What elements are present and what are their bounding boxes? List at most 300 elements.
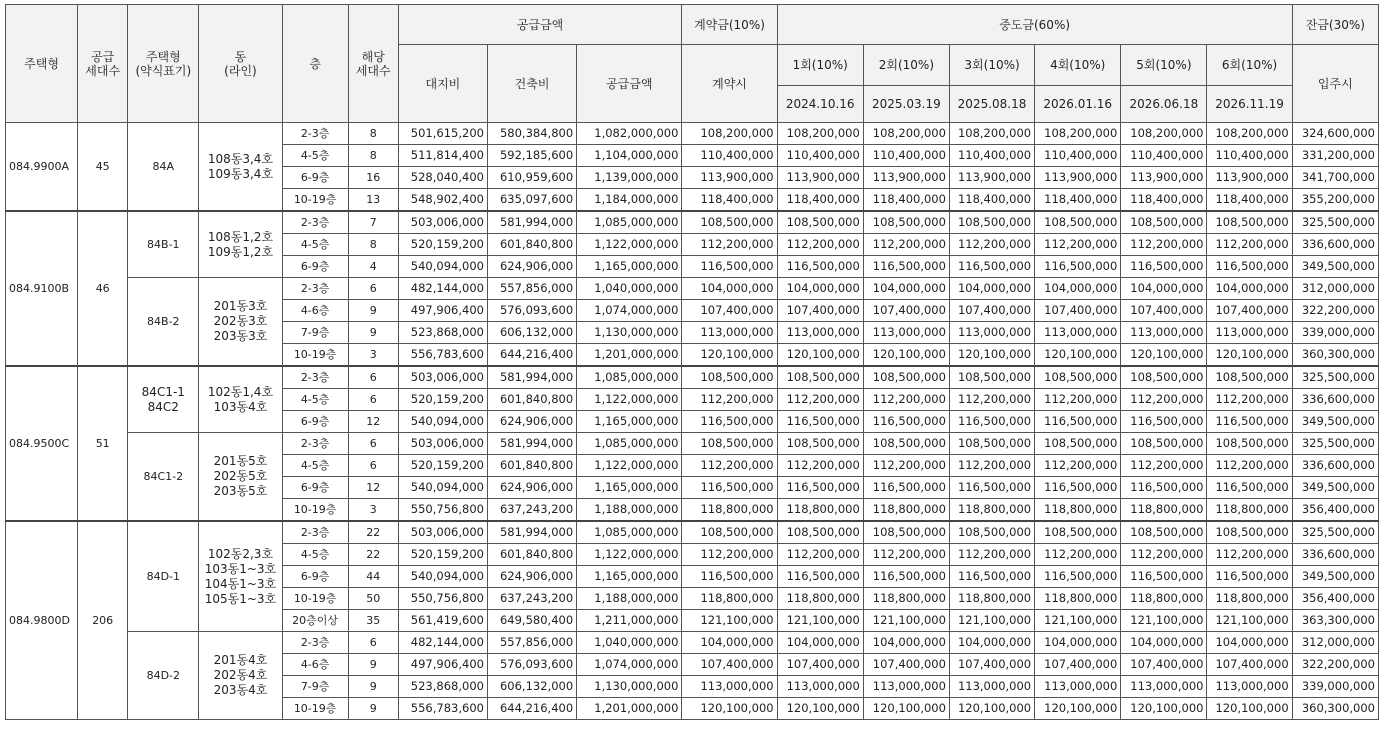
middle-cell: 112,200,000 bbox=[1035, 234, 1121, 256]
balance-cell: 325,500,000 bbox=[1292, 521, 1378, 544]
line: 108동3,4호 bbox=[207, 151, 274, 166]
middle-cell: 112,200,000 bbox=[1207, 544, 1292, 566]
floor-cell: 6-9층 bbox=[282, 167, 348, 189]
supply-price-cell: 1,122,000,000 bbox=[577, 544, 682, 566]
contract-cell: 113,000,000 bbox=[682, 322, 777, 344]
line: 105동1~3호 bbox=[204, 591, 277, 606]
middle-cell: 107,400,000 bbox=[1121, 654, 1207, 676]
line: 109동3,4호 bbox=[207, 166, 274, 181]
middle-cell: 108,500,000 bbox=[1035, 521, 1121, 544]
header-contract-group: 계약금(10%) bbox=[682, 5, 777, 45]
supply-price-cell: 1,122,000,000 bbox=[577, 455, 682, 477]
middle-cell: 116,500,000 bbox=[777, 256, 863, 278]
middle-cell: 113,000,000 bbox=[777, 676, 863, 698]
land-cell: 482,144,000 bbox=[398, 632, 487, 654]
supply-price-cell: 1,188,000,000 bbox=[577, 588, 682, 610]
middle-cell: 118,800,000 bbox=[777, 588, 863, 610]
middle-cell: 113,000,000 bbox=[1121, 676, 1207, 698]
balance-cell: 355,200,000 bbox=[1292, 189, 1378, 212]
middle-cell: 108,500,000 bbox=[1207, 211, 1292, 234]
middle-cell: 116,500,000 bbox=[863, 566, 949, 588]
households-cell: 35 bbox=[348, 610, 398, 632]
line: 84C1-1 bbox=[141, 384, 185, 399]
land-cell: 556,783,600 bbox=[398, 344, 487, 367]
middle-cell: 108,200,000 bbox=[949, 123, 1034, 145]
middle-cell: 113,000,000 bbox=[1035, 322, 1121, 344]
middle-cell: 108,200,000 bbox=[1207, 123, 1292, 145]
middle-cell: 120,100,000 bbox=[949, 698, 1034, 720]
land-cell: 550,756,800 bbox=[398, 499, 487, 522]
contract-cell: 108,500,000 bbox=[682, 211, 777, 234]
middle-cell: 112,200,000 bbox=[863, 389, 949, 411]
header-type: 주택형 bbox=[6, 5, 78, 123]
floor-cell: 2-3층 bbox=[282, 632, 348, 654]
dong-cell bbox=[199, 278, 282, 367]
middle-cell: 112,200,000 bbox=[1121, 234, 1207, 256]
supply-price-cell: 1,165,000,000 bbox=[577, 477, 682, 499]
middle-cell: 113,000,000 bbox=[949, 322, 1034, 344]
floor-cell: 4-6층 bbox=[282, 300, 348, 322]
header-dong: 동 (라인) bbox=[199, 5, 282, 123]
line: 201동3호 bbox=[213, 299, 268, 313]
floor-cell: 4-6층 bbox=[282, 654, 348, 676]
middle-cell: 108,500,000 bbox=[777, 521, 863, 544]
dong-cell bbox=[199, 123, 282, 212]
middle-cell: 118,800,000 bbox=[1035, 588, 1121, 610]
building-cell: 581,994,000 bbox=[487, 521, 576, 544]
households-cell: 12 bbox=[348, 477, 398, 499]
building-cell: 557,856,000 bbox=[487, 278, 576, 300]
supply-price-cell: 1,201,000,000 bbox=[577, 698, 682, 720]
building-cell: 644,216,400 bbox=[487, 698, 576, 720]
land-cell: 540,094,000 bbox=[398, 477, 487, 499]
land-cell: 561,419,600 bbox=[398, 610, 487, 632]
middle-cell: 108,500,000 bbox=[949, 366, 1034, 389]
land-cell: 528,040,400 bbox=[398, 167, 487, 189]
floor-cell: 2-3층 bbox=[282, 433, 348, 455]
middle-cell: 116,500,000 bbox=[1035, 477, 1121, 499]
contract-cell: 107,400,000 bbox=[682, 300, 777, 322]
supply-count-cell: 51 bbox=[78, 366, 128, 521]
middle-cell: 116,500,000 bbox=[1035, 411, 1121, 433]
supply-price-cell: 1,085,000,000 bbox=[577, 366, 682, 389]
supply-price-cell: 1,040,000,000 bbox=[577, 278, 682, 300]
floor-cell: 6-9층 bbox=[282, 566, 348, 588]
middle-cell: 113,900,000 bbox=[777, 167, 863, 189]
floor-cell: 4-5층 bbox=[282, 234, 348, 256]
middle-cell: 104,000,000 bbox=[1121, 278, 1207, 300]
land-cell: 511,814,400 bbox=[398, 145, 487, 167]
supply-price-cell: 1,074,000,000 bbox=[577, 654, 682, 676]
households-cell: 44 bbox=[348, 566, 398, 588]
header-middle-label: 3회(10%) bbox=[949, 45, 1034, 86]
type-cell: 084.9500C bbox=[6, 366, 78, 521]
land-cell: 501,615,200 bbox=[398, 123, 487, 145]
middle-cell: 104,000,000 bbox=[1035, 632, 1121, 654]
line: 203동5호 bbox=[213, 484, 268, 498]
middle-cell: 104,000,000 bbox=[863, 632, 949, 654]
middle-cell: 116,500,000 bbox=[863, 256, 949, 278]
households-cell: 6 bbox=[348, 632, 398, 654]
middle-cell: 112,200,000 bbox=[949, 544, 1034, 566]
middle-cell: 116,500,000 bbox=[1207, 477, 1292, 499]
type-abbr-cell: 84B-2 bbox=[128, 278, 199, 367]
contract-cell: 108,500,000 bbox=[682, 521, 777, 544]
contract-cell: 104,000,000 bbox=[682, 278, 777, 300]
contract-cell: 112,200,000 bbox=[682, 544, 777, 566]
land-cell: 540,094,000 bbox=[398, 411, 487, 433]
floor-cell: 7-9층 bbox=[282, 322, 348, 344]
supply-price-cell: 1,165,000,000 bbox=[577, 566, 682, 588]
header-supply-count: 공급 세대수 bbox=[78, 5, 128, 123]
header-middle-date: 2025.03.19 bbox=[863, 86, 949, 123]
middle-cell: 120,100,000 bbox=[1035, 698, 1121, 720]
middle-cell: 112,200,000 bbox=[1035, 455, 1121, 477]
middle-cell: 107,400,000 bbox=[777, 654, 863, 676]
table-row bbox=[6, 278, 1379, 300]
middle-cell: 116,500,000 bbox=[777, 477, 863, 499]
floor-cell: 10-19층 bbox=[282, 189, 348, 212]
building-cell: 601,840,800 bbox=[487, 455, 576, 477]
line: 102동2,3호 bbox=[207, 546, 274, 561]
middle-cell: 116,500,000 bbox=[949, 411, 1034, 433]
middle-cell: 113,000,000 bbox=[949, 676, 1034, 698]
contract-cell: 112,200,000 bbox=[682, 455, 777, 477]
header-middle-date: 2025.08.18 bbox=[949, 86, 1034, 123]
middle-cell: 113,000,000 bbox=[1121, 322, 1207, 344]
balance-cell: 336,600,000 bbox=[1292, 389, 1378, 411]
middle-cell: 108,500,000 bbox=[949, 433, 1034, 455]
balance-cell: 336,600,000 bbox=[1292, 234, 1378, 256]
middle-cell: 120,100,000 bbox=[1207, 344, 1292, 367]
households-cell: 7 bbox=[348, 211, 398, 234]
land-cell: 503,006,000 bbox=[398, 211, 487, 234]
balance-cell: 349,500,000 bbox=[1292, 256, 1378, 278]
households-cell: 22 bbox=[348, 521, 398, 544]
supply-price-cell: 1,165,000,000 bbox=[577, 256, 682, 278]
supply-price-cell: 1,074,000,000 bbox=[577, 300, 682, 322]
middle-cell: 116,500,000 bbox=[1207, 256, 1292, 278]
middle-cell: 116,500,000 bbox=[949, 566, 1034, 588]
balance-cell: 322,200,000 bbox=[1292, 300, 1378, 322]
households-cell: 6 bbox=[348, 389, 398, 411]
contract-cell: 120,100,000 bbox=[682, 698, 777, 720]
middle-cell: 118,800,000 bbox=[949, 588, 1034, 610]
header-building: 건축비 bbox=[487, 45, 576, 123]
balance-cell: 325,500,000 bbox=[1292, 211, 1378, 234]
middle-cell: 108,200,000 bbox=[777, 123, 863, 145]
balance-cell: 312,000,000 bbox=[1292, 278, 1378, 300]
middle-cell: 120,100,000 bbox=[1035, 344, 1121, 367]
middle-cell: 108,500,000 bbox=[1207, 521, 1292, 544]
middle-cell: 113,000,000 bbox=[863, 322, 949, 344]
middle-cell: 112,200,000 bbox=[1121, 544, 1207, 566]
households-cell: 13 bbox=[348, 189, 398, 212]
contract-cell: 108,500,000 bbox=[682, 433, 777, 455]
middle-cell: 116,500,000 bbox=[863, 411, 949, 433]
contract-cell: 108,500,000 bbox=[682, 366, 777, 389]
building-cell: 580,384,800 bbox=[487, 123, 576, 145]
middle-cell: 113,900,000 bbox=[1035, 167, 1121, 189]
type-abbr-cell: 84B-1 bbox=[128, 211, 199, 278]
land-cell: 523,868,000 bbox=[398, 322, 487, 344]
middle-cell: 112,200,000 bbox=[1207, 389, 1292, 411]
balance-cell: 360,300,000 bbox=[1292, 344, 1378, 367]
middle-cell: 108,500,000 bbox=[777, 211, 863, 234]
middle-cell: 108,500,000 bbox=[949, 211, 1034, 234]
middle-cell: 118,800,000 bbox=[1121, 588, 1207, 610]
households-cell: 6 bbox=[348, 455, 398, 477]
households-cell: 3 bbox=[348, 344, 398, 367]
dong-cell bbox=[199, 521, 282, 632]
type-abbr-cell: 84D-1 bbox=[128, 521, 199, 632]
land-cell: 503,006,000 bbox=[398, 521, 487, 544]
balance-cell: 339,000,000 bbox=[1292, 676, 1378, 698]
land-cell: 520,159,200 bbox=[398, 389, 487, 411]
floor-cell: 10-19층 bbox=[282, 588, 348, 610]
land-cell: 520,159,200 bbox=[398, 544, 487, 566]
building-cell: 581,994,000 bbox=[487, 433, 576, 455]
middle-cell: 112,200,000 bbox=[1121, 389, 1207, 411]
building-cell: 644,216,400 bbox=[487, 344, 576, 367]
balance-cell: 349,500,000 bbox=[1292, 566, 1378, 588]
middle-cell: 107,400,000 bbox=[1207, 300, 1292, 322]
middle-cell: 120,100,000 bbox=[1207, 698, 1292, 720]
header-contract-at: 계약시 bbox=[682, 45, 777, 123]
middle-cell: 113,900,000 bbox=[1207, 167, 1292, 189]
middle-cell: 118,400,000 bbox=[1207, 189, 1292, 212]
supply-price-cell: 1,201,000,000 bbox=[577, 344, 682, 367]
header-middle-label: 4회(10%) bbox=[1035, 45, 1121, 86]
floor-cell: 7-9층 bbox=[282, 676, 348, 698]
middle-cell: 118,400,000 bbox=[1035, 189, 1121, 212]
middle-cell: 112,200,000 bbox=[777, 389, 863, 411]
land-cell: 520,159,200 bbox=[398, 455, 487, 477]
middle-cell: 107,400,000 bbox=[1121, 300, 1207, 322]
line: 103동4호 bbox=[213, 399, 268, 414]
balance-cell: 360,300,000 bbox=[1292, 698, 1378, 720]
households-cell: 6 bbox=[348, 366, 398, 389]
type-abbr-cell: 84C1-2 bbox=[128, 433, 199, 522]
dong-cell bbox=[199, 632, 282, 720]
contract-cell: 107,400,000 bbox=[682, 654, 777, 676]
floor-cell: 2-3층 bbox=[282, 366, 348, 389]
middle-cell: 108,200,000 bbox=[1035, 123, 1121, 145]
middle-cell: 108,500,000 bbox=[863, 211, 949, 234]
middle-cell: 118,800,000 bbox=[777, 499, 863, 522]
middle-cell: 116,500,000 bbox=[1121, 411, 1207, 433]
middle-cell: 108,500,000 bbox=[1035, 366, 1121, 389]
middle-cell: 112,200,000 bbox=[863, 544, 949, 566]
balance-cell: 356,400,000 bbox=[1292, 499, 1378, 522]
floor-cell: 10-19층 bbox=[282, 698, 348, 720]
floor-cell: 20층이상 bbox=[282, 610, 348, 632]
land-cell: 540,094,000 bbox=[398, 256, 487, 278]
middle-cell: 104,000,000 bbox=[949, 632, 1034, 654]
contract-cell: 104,000,000 bbox=[682, 632, 777, 654]
middle-cell: 104,000,000 bbox=[1121, 632, 1207, 654]
floor-cell: 10-19층 bbox=[282, 344, 348, 367]
middle-cell: 108,500,000 bbox=[949, 521, 1034, 544]
middle-cell: 108,500,000 bbox=[1207, 433, 1292, 455]
supply-price-cell: 1,082,000,000 bbox=[577, 123, 682, 145]
middle-cell: 118,800,000 bbox=[1207, 499, 1292, 522]
households-cell: 8 bbox=[348, 234, 398, 256]
contract-cell: 116,500,000 bbox=[682, 256, 777, 278]
middle-cell: 118,800,000 bbox=[949, 499, 1034, 522]
middle-cell: 116,500,000 bbox=[1121, 256, 1207, 278]
floor-cell: 4-5층 bbox=[282, 544, 348, 566]
building-cell: 601,840,800 bbox=[487, 234, 576, 256]
line: 201동4호 bbox=[213, 653, 268, 667]
supply-price-cell: 1,122,000,000 bbox=[577, 389, 682, 411]
building-cell: 624,906,000 bbox=[487, 566, 576, 588]
middle-cell: 104,000,000 bbox=[1035, 278, 1121, 300]
contract-cell: 116,500,000 bbox=[682, 477, 777, 499]
middle-cell: 118,400,000 bbox=[863, 189, 949, 212]
price-table bbox=[5, 4, 1379, 720]
building-cell: 610,959,600 bbox=[487, 167, 576, 189]
middle-cell: 112,200,000 bbox=[949, 455, 1034, 477]
land-cell: 548,902,400 bbox=[398, 189, 487, 212]
middle-cell: 112,200,000 bbox=[1035, 389, 1121, 411]
header-households: 해당 세대수 bbox=[348, 5, 398, 123]
middle-cell: 112,200,000 bbox=[1207, 455, 1292, 477]
contract-cell: 118,800,000 bbox=[682, 588, 777, 610]
middle-cell: 112,200,000 bbox=[1121, 455, 1207, 477]
households-cell: 8 bbox=[348, 145, 398, 167]
middle-cell: 107,400,000 bbox=[1207, 654, 1292, 676]
supply-price-cell: 1,139,000,000 bbox=[577, 167, 682, 189]
table-row bbox=[6, 123, 1379, 145]
middle-cell: 110,400,000 bbox=[1035, 145, 1121, 167]
households-cell: 3 bbox=[348, 499, 398, 522]
building-cell: 624,906,000 bbox=[487, 256, 576, 278]
header-middle-group: 중도금(60%) bbox=[777, 5, 1292, 45]
middle-cell: 113,900,000 bbox=[863, 167, 949, 189]
middle-cell: 116,500,000 bbox=[949, 256, 1034, 278]
households-cell: 8 bbox=[348, 123, 398, 145]
building-cell: 635,097,600 bbox=[487, 189, 576, 212]
header-middle-label: 1회(10%) bbox=[777, 45, 863, 86]
middle-cell: 108,200,000 bbox=[1121, 123, 1207, 145]
floor-cell: 2-3층 bbox=[282, 211, 348, 234]
middle-cell: 120,100,000 bbox=[777, 698, 863, 720]
land-cell: 482,144,000 bbox=[398, 278, 487, 300]
middle-cell: 118,400,000 bbox=[1121, 189, 1207, 212]
header-middle-date: 2026.06.18 bbox=[1121, 86, 1207, 123]
line: 103동1~3호 bbox=[204, 561, 277, 576]
balance-cell: 322,200,000 bbox=[1292, 654, 1378, 676]
middle-cell: 112,200,000 bbox=[777, 455, 863, 477]
middle-cell: 110,400,000 bbox=[1121, 145, 1207, 167]
middle-cell: 107,400,000 bbox=[777, 300, 863, 322]
floor-cell: 2-3층 bbox=[282, 123, 348, 145]
building-cell: 581,994,000 bbox=[487, 211, 576, 234]
supply-price-cell: 1,085,000,000 bbox=[577, 521, 682, 544]
dong-cell bbox=[199, 433, 282, 522]
middle-cell: 118,800,000 bbox=[1207, 588, 1292, 610]
contract-cell: 118,400,000 bbox=[682, 189, 777, 212]
supply-price-cell: 1,188,000,000 bbox=[577, 499, 682, 522]
contract-cell: 121,100,000 bbox=[682, 610, 777, 632]
middle-cell: 113,900,000 bbox=[949, 167, 1034, 189]
supply-price-cell: 1,211,000,000 bbox=[577, 610, 682, 632]
building-cell: 592,185,600 bbox=[487, 145, 576, 167]
header-supply-price-group: 공급금액 bbox=[398, 5, 682, 45]
contract-cell: 116,500,000 bbox=[682, 566, 777, 588]
supply-price-cell: 1,085,000,000 bbox=[577, 433, 682, 455]
middle-cell: 118,800,000 bbox=[863, 499, 949, 522]
middle-cell: 107,400,000 bbox=[863, 300, 949, 322]
floor-cell: 6-9층 bbox=[282, 411, 348, 433]
floor-cell: 4-5층 bbox=[282, 145, 348, 167]
line: 84C2 bbox=[147, 399, 179, 414]
middle-cell: 107,400,000 bbox=[863, 654, 949, 676]
middle-cell: 112,200,000 bbox=[863, 234, 949, 256]
households-cell: 12 bbox=[348, 411, 398, 433]
balance-cell: 363,300,000 bbox=[1292, 610, 1378, 632]
header-supply-price: 공급금액 bbox=[577, 45, 682, 123]
table-row bbox=[6, 433, 1379, 455]
building-cell: 637,243,200 bbox=[487, 588, 576, 610]
building-cell: 581,994,000 bbox=[487, 366, 576, 389]
middle-cell: 120,100,000 bbox=[1121, 344, 1207, 367]
contract-cell: 113,000,000 bbox=[682, 676, 777, 698]
middle-cell: 108,500,000 bbox=[1035, 211, 1121, 234]
supply-price-cell: 1,085,000,000 bbox=[577, 211, 682, 234]
balance-cell: 349,500,000 bbox=[1292, 411, 1378, 433]
middle-cell: 108,500,000 bbox=[863, 521, 949, 544]
middle-cell: 116,500,000 bbox=[949, 477, 1034, 499]
contract-cell: 112,200,000 bbox=[682, 389, 777, 411]
middle-cell: 120,100,000 bbox=[863, 698, 949, 720]
type-cell: 084.9800D bbox=[6, 521, 78, 720]
middle-cell: 110,400,000 bbox=[777, 145, 863, 167]
header-middle-date: 2026.01.16 bbox=[1035, 86, 1121, 123]
land-cell: 497,906,400 bbox=[398, 300, 487, 322]
middle-cell: 110,400,000 bbox=[863, 145, 949, 167]
middle-cell: 116,500,000 bbox=[863, 477, 949, 499]
middle-cell: 108,200,000 bbox=[863, 123, 949, 145]
supply-price-cell: 1,040,000,000 bbox=[577, 632, 682, 654]
table-row bbox=[6, 211, 1379, 234]
floor-cell: 4-5층 bbox=[282, 455, 348, 477]
header-middle-label: 2회(10%) bbox=[863, 45, 949, 86]
middle-cell: 107,400,000 bbox=[1035, 654, 1121, 676]
line: 102동1,4호 bbox=[207, 384, 274, 399]
middle-cell: 104,000,000 bbox=[1207, 278, 1292, 300]
contract-cell: 110,400,000 bbox=[682, 145, 777, 167]
building-cell: 601,840,800 bbox=[487, 389, 576, 411]
middle-cell: 116,500,000 bbox=[1207, 411, 1292, 433]
middle-cell: 121,100,000 bbox=[777, 610, 863, 632]
middle-cell: 120,100,000 bbox=[863, 344, 949, 367]
middle-cell: 108,500,000 bbox=[863, 433, 949, 455]
middle-cell: 108,500,000 bbox=[777, 433, 863, 455]
supply-price-cell: 1,104,000,000 bbox=[577, 145, 682, 167]
header-balance-at: 입주시 bbox=[1292, 45, 1378, 123]
land-cell: 503,006,000 bbox=[398, 433, 487, 455]
type-cell: 084.9900A bbox=[6, 123, 78, 212]
table-row bbox=[6, 632, 1379, 654]
floor-cell: 10-19층 bbox=[282, 499, 348, 522]
line: 203동3호 bbox=[213, 329, 268, 343]
line: 108동1,2호 bbox=[207, 229, 274, 244]
supply-count-cell: 46 bbox=[78, 211, 128, 366]
middle-cell: 107,400,000 bbox=[1035, 300, 1121, 322]
floor-cell: 6-9층 bbox=[282, 256, 348, 278]
